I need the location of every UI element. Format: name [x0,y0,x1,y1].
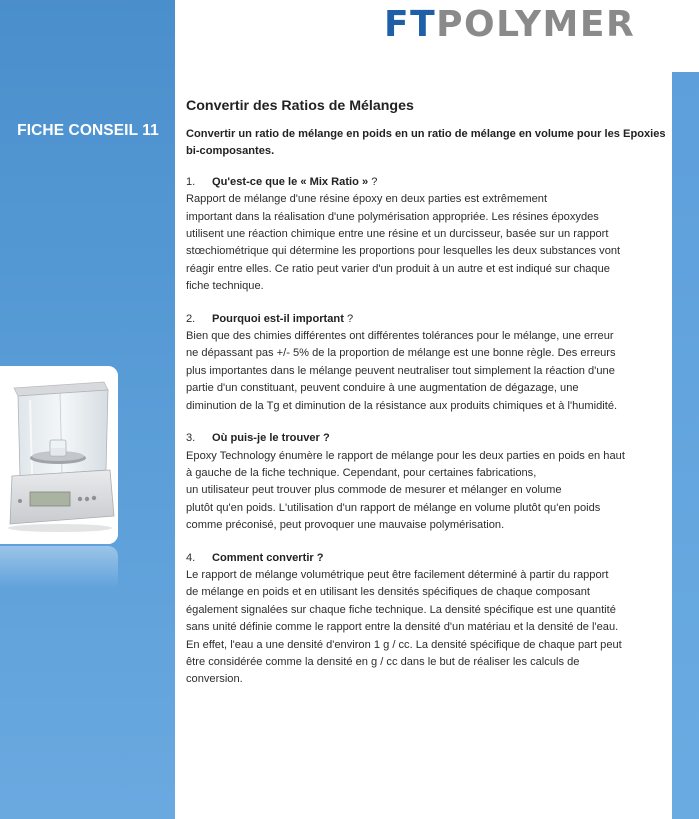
paragraph-line: important dans la réalisation d'une polymérisation appropriée. Les résines époxydes [186,210,599,223]
paragraph-line: utilisent une réaction chimique entre une résine et un durcisseur, basée sur un rapport [186,228,609,241]
section-number: 3. [186,432,196,445]
logo-polymer: POLYMER [436,4,636,45]
section-heading-suffix: ? [368,175,378,188]
paragraph-line: Epoxy Technology énumère le rapport de mélange pour les deux parties en poids en haut [186,449,625,462]
section-number: 1. [186,175,196,188]
paragraph-line: stœchiométrique qui détermine les proportions pour lesquelles les deux substances vont [186,245,621,258]
paragraph-line: Bien que des chimies différentes ont différentes tolérances pour le mélange, une erreur [186,330,614,343]
paragraph-line: de mélange en poids et en utilisant les densités spécifiques de chaque composant [186,586,590,599]
section-heading [186,550,670,567]
paragraph-line: diminution de la Tg et diminution de la résistance aux produits chimiques et à l'humidité. [186,399,618,412]
paragraph-line: à gauche de la fiche technique. Cependant, pour certaines fabrications, [186,466,537,479]
photo-reflection [0,546,118,588]
section-number: 4. [186,551,196,564]
paragraph-line: ne dépassant pas +/- 5% de la proportion de mélange est une bonne règle. Des erreurs [186,347,616,360]
paragraph-line: comme préconisé, peut provoquer une mauvaise polymérisation. [186,519,505,532]
section-heading [186,174,670,191]
paragraph-line: un utilisateur peut trouver plus commode de mesurer et mélanger en volume [186,484,562,497]
logo-ft: FT [384,4,437,45]
paragraph-line: Le rapport de mélange volumétrique peut être facilement déterminé à partir du rapport [186,568,609,581]
section-heading-suffix: ? [343,312,354,325]
section-3 [186,430,670,534]
section-heading-text: Où puis-je le trouver ? [212,432,330,445]
paragraph-line: En effet, l'eau a une densité d'environ 1 g / cc. La densité spécifique de chaque part peut [186,638,622,651]
section-heading-text: Pourquoi est-il important [212,312,344,325]
fiche-label: FICHE CONSEIL 11 [17,122,159,139]
paragraph-line: Rapport de mélange d'une résine époxy en deux parties est extrêmement [186,193,548,206]
paragraph-line: réagir entre elles. Ce ratio peut varier d'un produit à un autre et est indiqué sur chaque [186,262,610,275]
document-subtitle: Convertir un ratio de mélange en poids en un ratio de mélange en volume pour les Epoxies bi-composantes. [186,128,666,158]
paragraph-line: être considérée comme la densité en g / cc dans le but de réaliser les calculs de [186,655,580,668]
section-4 [186,550,670,689]
right-accent-band [672,72,699,819]
section-2 [186,311,670,415]
paragraph-line: plus importantes dans le mélange peuvent neutraliser tout simplement la réaction d'une [186,364,615,377]
section-heading-text: Qu'est-ce que le « Mix Ratio » [212,175,369,188]
section-heading [186,430,670,447]
document-body [186,96,670,704]
section-1 [186,174,670,296]
section-heading [186,311,670,328]
precision-balance-icon [0,366,118,544]
paragraph-line: également signalées sur chaque fiche technique. La densité spécifique est une quantité [186,603,616,616]
section-number: 2. [186,312,196,325]
balance-photo [0,366,118,544]
paragraph-line: plutôt qu'en poids. L'utilisation d'un rapport de mélange en volume plutôt qu'en poids [186,501,601,514]
paragraph-line: partie d'un constituant, peuvent conduire à une augmentation de dégazage, une [186,382,579,395]
document-title: Convertir des Ratios de Mélanges [186,98,414,114]
paragraph-line: conversion. [186,673,243,686]
section-heading-text: Comment convertir ? [212,551,324,564]
paragraph-line: sans unité définie comme le rapport entre la densité d'un matériau et la densité de l'eau. [186,621,619,634]
ftpolymer-logo [384,4,635,46]
paragraph-line: fiche technique. [186,280,264,293]
